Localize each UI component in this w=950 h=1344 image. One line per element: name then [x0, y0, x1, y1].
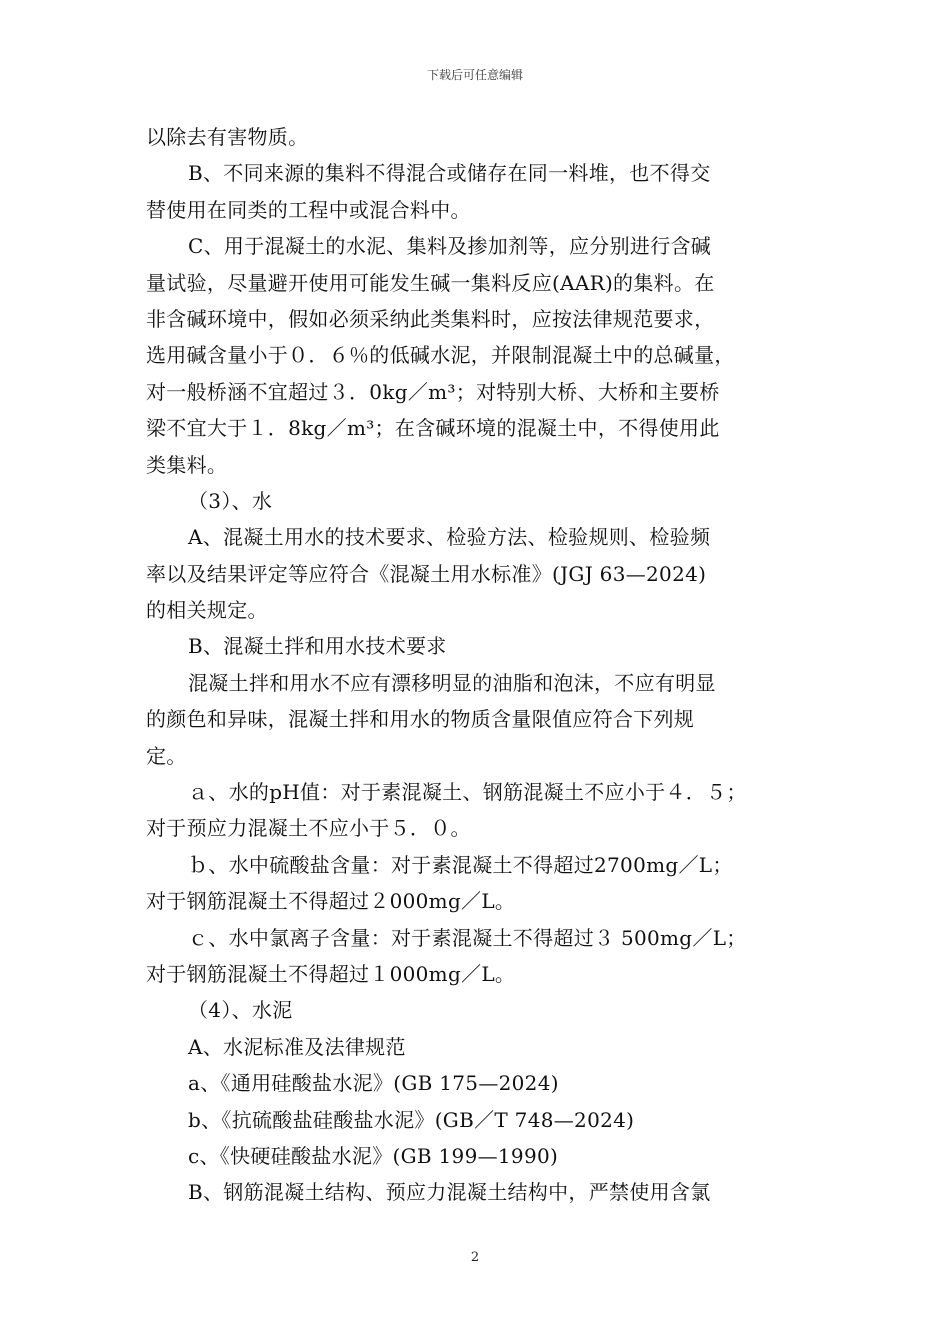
text-line: ｂ、水中硫酸盐含量：对于素混凝土不得超过2700mg／L； [188, 852, 733, 877]
text-line: 选用碱含量小于０．６％的低碱水泥，并限制混凝土中的总碱量， [146, 343, 735, 368]
text-line: 以除去有害物质。 [146, 125, 309, 149]
text-line: 对于钢筋混凝土不得超过１000mg／L。 [146, 961, 516, 986]
text-line: B、混凝土拌和用水技术要求 [188, 634, 447, 659]
text-line: ｃ、水中氯离子含量：对于素混凝土不得超过３ 500mg／L； [188, 925, 747, 950]
text-line: 梁不宜大于１．8kg／m³；在含碱环境的混凝土中，不得使用此 [146, 416, 720, 441]
document-body [146, 119, 786, 1211]
text-line: 的颜色和异味，混凝土拌和用水的物质含量限值应符合下列规 [146, 707, 695, 732]
text-line: 对一般桥涵不宜超过３．0kg／m³；对特别大桥、大桥和主要桥 [146, 379, 720, 404]
text-line: 替使用在同类的工程中或混合料中。 [146, 197, 471, 222]
text-line: 率以及结果评定等应符合《混凝土用水标准》(JGJ 63—2024) [146, 561, 707, 586]
text-line: c、《快硬硅酸盐水泥》(GB 199—1990) [188, 1143, 559, 1168]
text-line: B、钢筋混凝土结构、预应力混凝土结构中，严禁使用含氯 [188, 1180, 711, 1205]
text-line: 非含碱环境中，假如必须采纳此类集料时，应按法律规范要求， [146, 306, 715, 331]
section-heading: （4）、水泥 [188, 998, 293, 1023]
page-number: 2 [470, 1250, 480, 1265]
text-line: 量试验，尽量避开使用可能发生碱一集料反应(AAR)的集料。在 [146, 270, 715, 295]
text-line: A、混凝土用水的技术要求、检验方法、检验规则、检验频 [188, 525, 711, 550]
text-line: B、不同来源的集料不得混合或储存在同一料堆，也不得交 [188, 161, 711, 186]
text-line: 类集料。 [146, 452, 228, 477]
text-line: 混凝土拌和用水不应有漂移明显的油脂和泡沫，不应有明显 [188, 670, 716, 695]
text-line: 对于钢筋混凝土不得超过２000mg／L。 [146, 889, 516, 914]
section-heading: （3）、水 [188, 488, 273, 513]
page-header: 下载后可任意编辑 [426, 68, 523, 82]
text-line: C、用于混凝土的水泥、集料及掺加剂等，应分别进行含碱 [188, 234, 712, 259]
text-line: A、水泥标准及法律规范 [188, 1034, 406, 1059]
text-line: a、《通用硅酸盐水泥》(GB 175—2024) [188, 1071, 559, 1096]
text-line: 定。 [146, 743, 187, 768]
text-line: 的相关规定。 [146, 598, 268, 623]
text-line: ａ、水的pH值：对于素混凝土、钢筋混凝土不应小于４．５； [188, 780, 747, 805]
text-line: 对于预应力混凝土不应小于５．０。 [146, 816, 471, 841]
text-line: b、《抗硫酸盐硅酸盐水泥》(GB／T 748—2024) [188, 1107, 635, 1132]
